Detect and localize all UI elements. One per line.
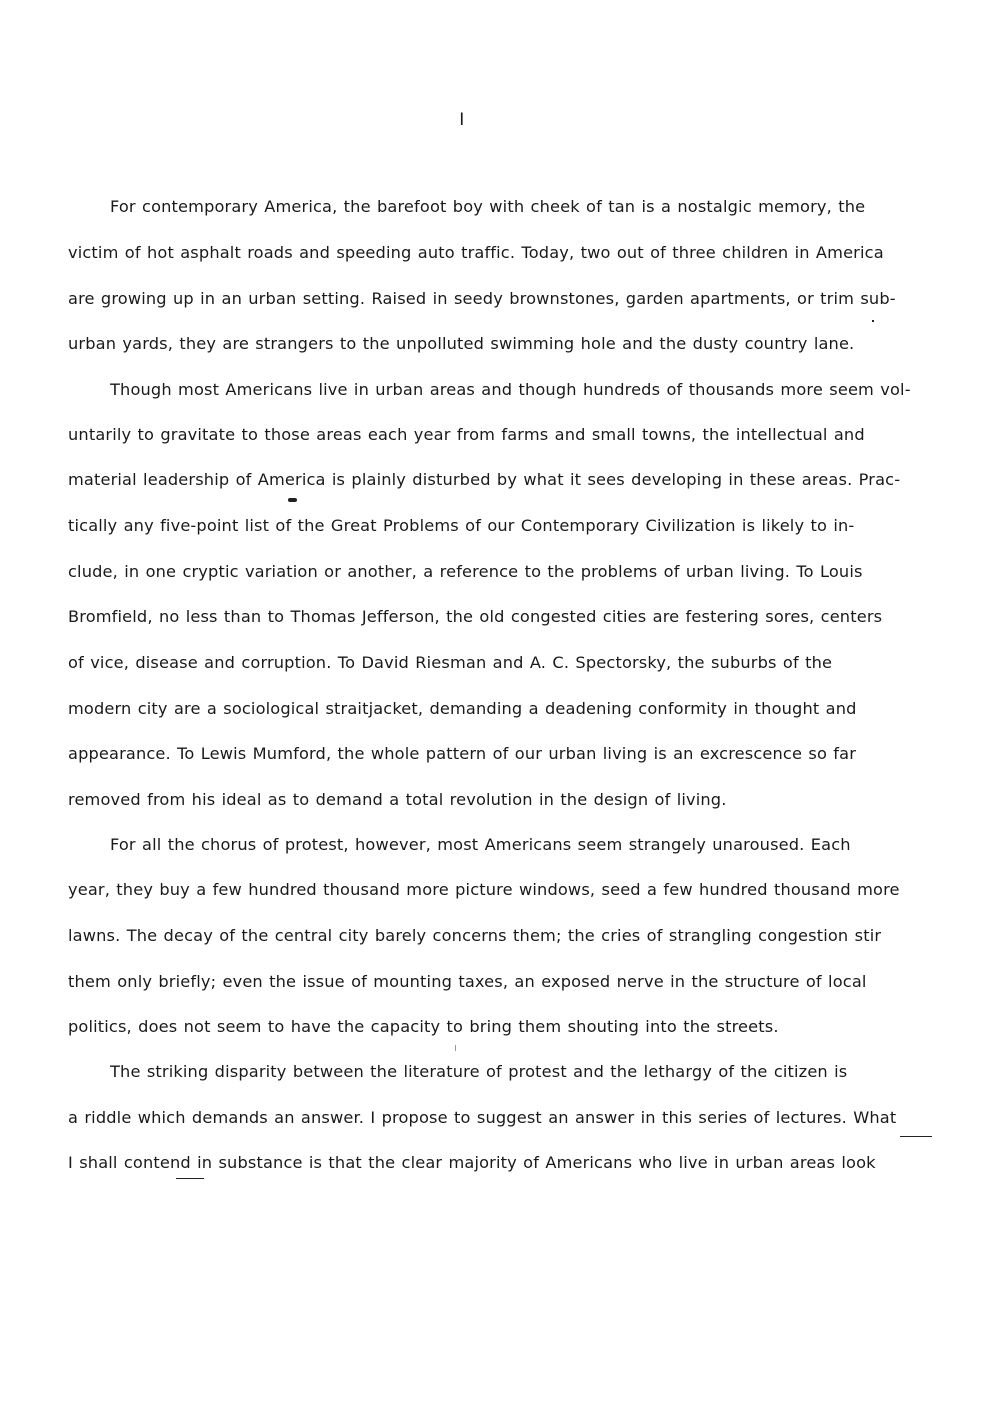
text-line: appearance. To Lewis Mumford, the whole pattern of our urban living is an excrescence so far	[68, 744, 857, 763]
text-line: The striking disparity between the literature of protest and the lethargy of the citizen is	[110, 1062, 848, 1081]
scan-speck	[288, 498, 297, 502]
scan-speck	[455, 1045, 456, 1051]
text-line: a riddle which demands an answer. I propose to suggest an answer in this series of lectures. What	[68, 1108, 897, 1127]
text-line: untarily to gravitate to those areas each year from farms and small towns, the intellectual and	[68, 425, 865, 444]
text-line: lawns. The decay of the central city barely concerns them; the cries of strangling congestion stir	[68, 926, 882, 945]
text-line: tically any five-point list of the Great Problems of our Contemporary Civilization is likely to in-	[68, 516, 855, 535]
scan-speck	[872, 320, 874, 322]
text-line: urban yards, they are strangers to the unpolluted swimming hole and the dusty country lane.	[68, 334, 855, 353]
text-line: For contemporary America, the barefoot boy with cheek of tan is a nostalgic memory, the	[110, 197, 866, 216]
text-line: For all the chorus of protest, however, most Americans seem strangely unaroused. Each	[110, 835, 851, 854]
text-line: removed from his ideal as to demand a total revolution in the design of living.	[68, 790, 727, 809]
text-line: clude, in one cryptic variation or another, a reference to the problems of urban living. To Louis	[68, 562, 863, 581]
text-line: modern city are a sociological straitjacket, demanding a deadening conformity in thought and	[68, 699, 857, 718]
page-number: I	[459, 110, 465, 130]
text-line: I shall contend in substance is that the clear majority of Americans who live in urban areas look	[68, 1153, 876, 1172]
scan-speck	[900, 1136, 932, 1137]
text-line: them only briefly; even the issue of mounting taxes, an exposed nerve in the structure of local	[68, 972, 867, 991]
text-line: material leadership of America is plainly disturbed by what it sees developing in these areas. Prac-	[68, 470, 901, 489]
text-line: of vice, disease and corruption. To David Riesman and A. C. Spectorsky, the suburbs of the	[68, 653, 833, 672]
text-line: victim of hot asphalt roads and speeding auto traffic. Today, two out of three children in America	[68, 243, 884, 262]
text-line: politics, does not seem to have the capacity to bring them shouting into the streets.	[68, 1017, 779, 1036]
scan-speck	[176, 1178, 204, 1179]
text-line: Bromfield, no less than to Thomas Jefferson, the old congested cities are festering sores, centers	[68, 607, 883, 626]
text-line: Though most Americans live in urban areas and though hundreds of thousands more seem vol-	[110, 380, 911, 399]
text-line: are growing up in an urban setting. Raised in seedy brownstones, garden apartments, or trim sub-	[68, 289, 896, 308]
text-line: year, they buy a few hundred thousand more picture windows, seed a few hundred thousand more	[68, 880, 900, 899]
